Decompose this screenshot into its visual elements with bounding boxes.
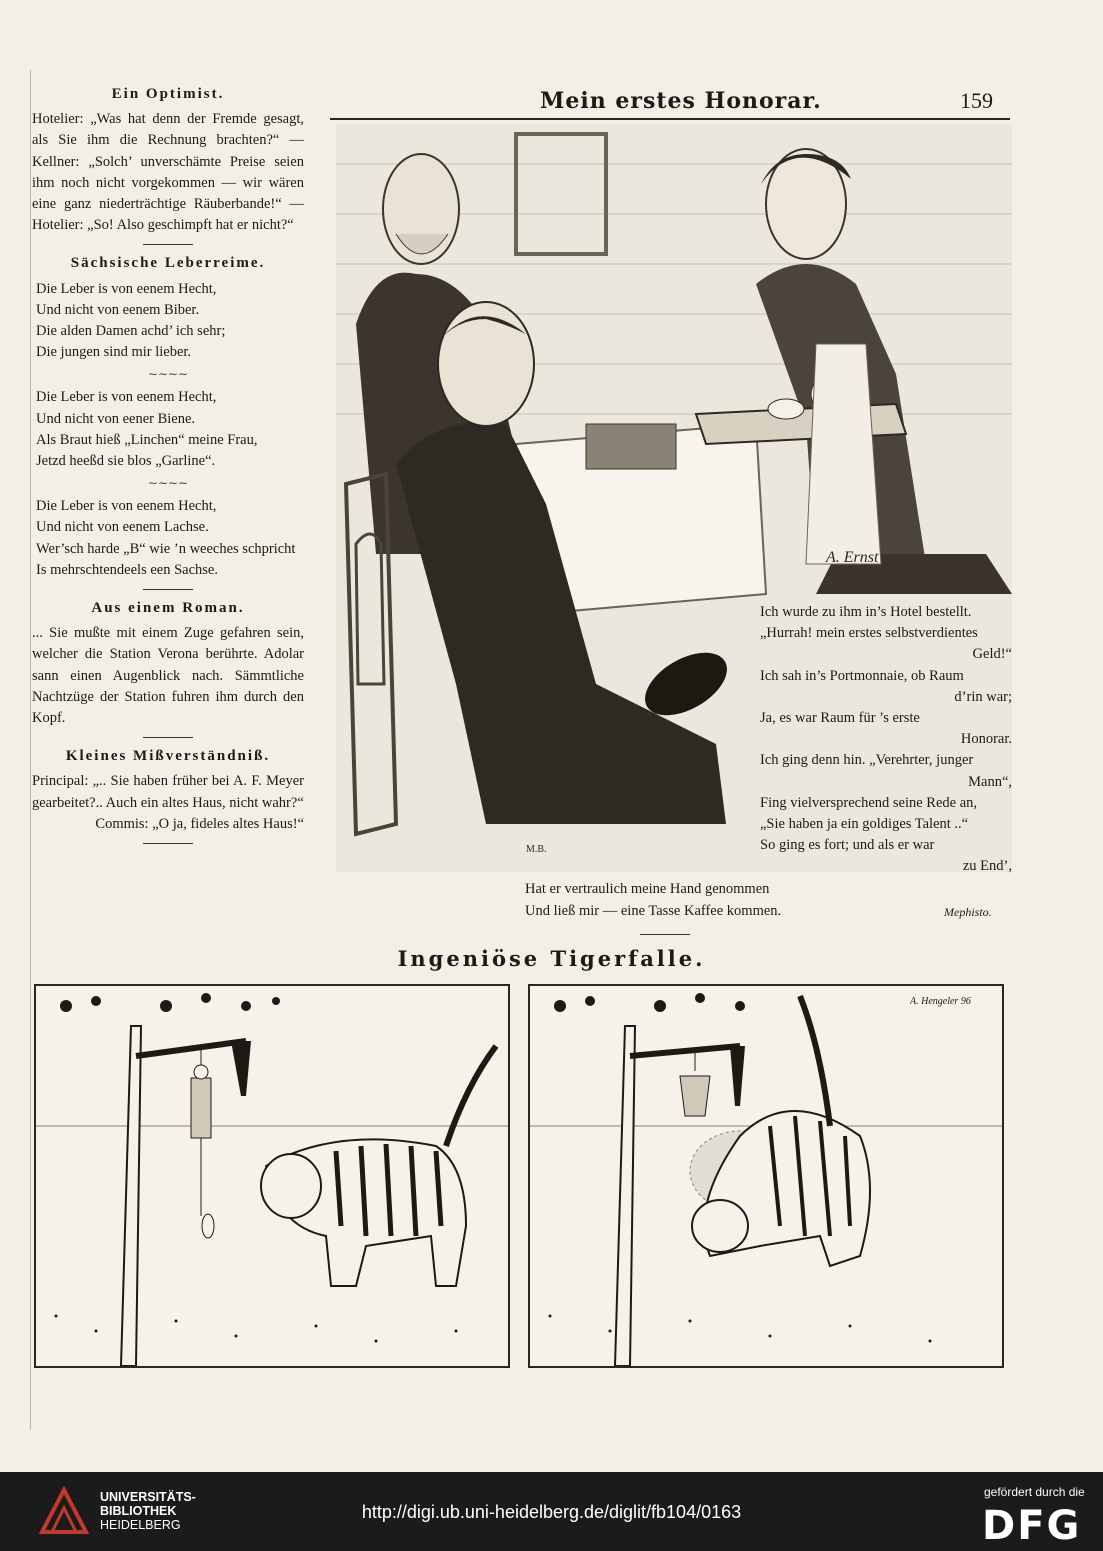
cartoon-signature: A. Hengeler 96 <box>910 996 971 1007</box>
verse-line: Die Leber is von eenem Hecht, <box>36 280 217 297</box>
optimist-text: Hotelier: „Was hat denn der Fremde gesagt, als Sie ihm die Rechnung brachten?“ — Kellner: „Solch’ unverschämte Preise seien ihm noch nicht vorgekommen — wir wären eine ganz niederträchtige Räuberbande!“ — Hotelier: „So! Also geschimpft hat er nicht?“ <box>32 111 304 234</box>
stanza-2 <box>32 387 304 472</box>
page-number: 159 <box>960 88 993 113</box>
poem-line: Ich ging denn hin. „Verehrter, junger <box>760 752 974 769</box>
verse-line: Jetzd heeßd sie blos „Garline“. <box>36 453 216 470</box>
tiger-before-illustration <box>36 986 508 1366</box>
poem-line: Ja, es war Raum für ’s erste <box>760 710 920 727</box>
poem-line: Ich wurde zu ihm in’s Hotel bestellt. <box>760 604 972 620</box>
poem-line: Mann“, <box>968 773 1012 790</box>
cartoon-panel-1 <box>34 984 510 1368</box>
section-title-roman: Aus einem Roman. <box>91 600 245 617</box>
poem-tail-line: Und ließ mir — eine Tasse Kaffee kommen. <box>525 902 782 919</box>
verse-line: Als Braut hieß „Linchen“ meine Frau, <box>36 431 258 448</box>
institution-line: UNIVERSITÄTS- <box>100 1490 196 1504</box>
section-title-optimist: Ein Optimist. <box>111 86 225 102</box>
poem-line: Ich sah in’s Portmonnaie, ob Raum <box>760 667 964 684</box>
poem-line: Geld!“ <box>972 646 1012 663</box>
permalink-url[interactable]: http://digi.ub.uni-heidelberg.de/diglit/fb104/0163 <box>361 1502 742 1522</box>
poem-line: zu End’, <box>962 858 1012 875</box>
poem-line: Fing vielversprechend seine Rede an, <box>760 794 978 811</box>
cartoon-title: Ingeniöse Tigerfalle. <box>397 946 706 971</box>
poem-signature: Mephisto. <box>944 905 992 919</box>
tiger-trapped-illustration <box>530 986 1002 1366</box>
header-rule <box>330 118 1010 120</box>
artist-signature: A. Ernst <box>826 549 879 566</box>
divider <box>143 244 193 245</box>
verse-line: Is mehrschtendeels een Sachse. <box>36 561 218 578</box>
dfg-logo: DFG <box>982 1503 1082 1549</box>
left-column <box>32 84 304 852</box>
poem-line: d’rin war; <box>954 688 1012 705</box>
poem <box>760 602 1012 878</box>
wave-ornament: ∼∼∼∼ <box>147 476 189 491</box>
poem-line: „Sie haben ja ein goldiges Talent ..“ <box>760 816 969 833</box>
verse-line: Und nicht von eener Biene. <box>36 410 196 427</box>
divider <box>640 934 690 935</box>
verse-line: Und nicht von eenem Lachse. <box>36 519 209 536</box>
divider <box>143 589 193 590</box>
poem-line: „Hurrah! mein erstes selbstverdientes <box>760 625 978 642</box>
poem-line: Honorar. <box>960 731 1012 748</box>
section-title-leberreime: Sächsische Leberreime. <box>70 255 266 272</box>
institution-line: HEIDELBERG <box>100 1518 181 1532</box>
divider <box>143 843 193 844</box>
funded-by-label: gefördert durch die <box>984 1485 1085 1499</box>
verse-line: Und nicht von eenem Biber. <box>36 301 200 318</box>
poem-line: So ging es fort; und als er war <box>760 837 935 854</box>
wave-ornament: ∼∼∼∼ <box>147 367 189 382</box>
cartoon-panel-2 <box>528 984 1004 1368</box>
poem-tail-line: Hat er vertraulich meine Hand genommen <box>525 881 770 897</box>
divider <box>143 737 193 738</box>
roman-text: ... Sie mußte mit einem Zuge gefahren sein, welcher die Station Verona berührte. Adolar sann einen Augenblick nach. Sämmtliche Nachtzüge der Station fuhren ihm durch den Kopf. <box>32 625 304 727</box>
poem-tail <box>525 879 1015 922</box>
stanza-3 <box>32 496 304 581</box>
missverstaendniss-text-2: Commis: „O ja, fideles altes Haus!“ <box>95 815 304 832</box>
verse-line: Die Leber is von eenem Hecht, <box>36 389 217 406</box>
verse-line: Die Leber is von eenem Hecht, <box>36 498 217 515</box>
page-title: Mein erstes Honorar. <box>540 88 822 114</box>
stanza-1 <box>32 279 304 364</box>
artist-initials: M.B. <box>526 844 547 855</box>
institution-line: BIBLIOTHEK <box>100 1504 177 1518</box>
verse-line: Die jungen sind mir lieber. <box>36 344 192 361</box>
verse-line: Wer’sch harde „B“ wie ’n weeches schpricht <box>36 540 296 557</box>
verse-line: Die alden Damen achd’ ich sehr; <box>36 323 226 340</box>
missverstaendniss-text-1: Principal: „.. Sie haben früher bei A. F. Meyer gearbeitet?.. Auch ein altes Haus, nicht wahr?“ <box>32 773 304 811</box>
section-title-missverstaendniss: Kleines Mißverständniß. <box>65 748 271 765</box>
